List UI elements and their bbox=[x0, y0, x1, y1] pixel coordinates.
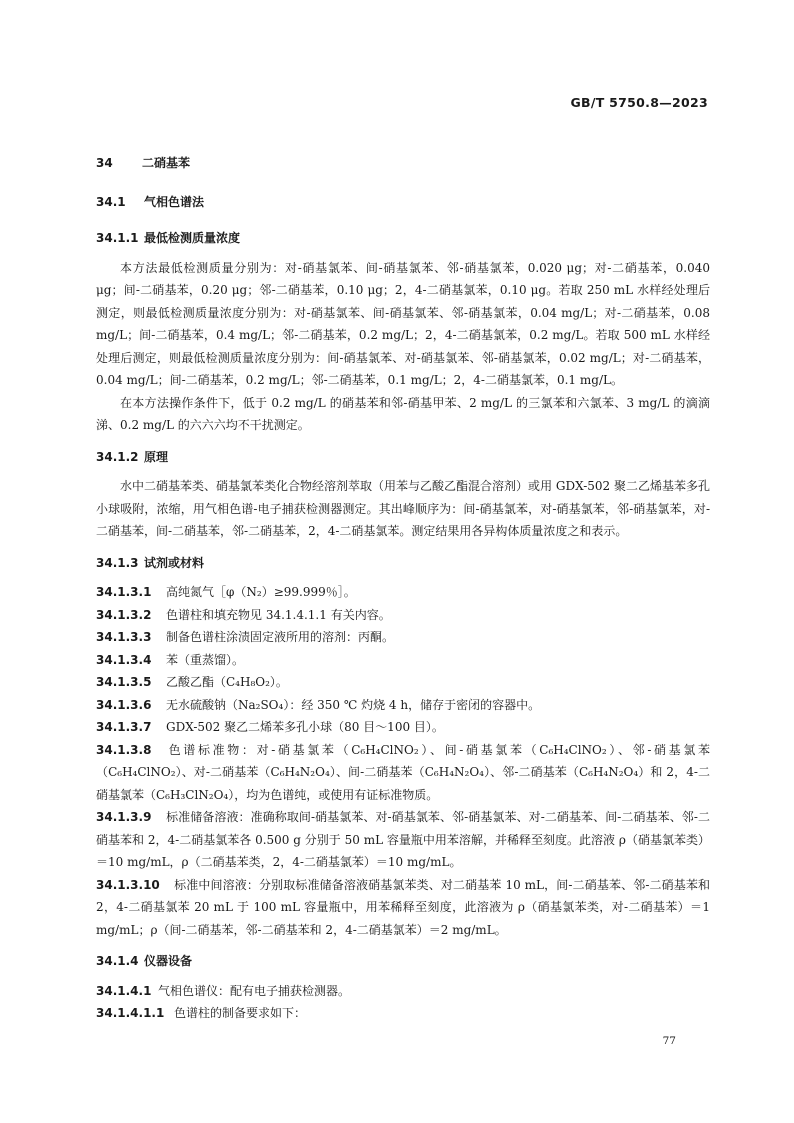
item-text: GDX-502 聚乙二烯苯多孔小球（80 目～100 目）。 bbox=[166, 720, 444, 734]
item-number: 34.1.3.4 bbox=[96, 652, 152, 667]
list-item bbox=[96, 1002, 710, 1025]
section-number: 34.1.3 bbox=[96, 555, 139, 570]
item-number: 34.1.3.3 bbox=[96, 630, 152, 644]
list-item bbox=[96, 739, 710, 807]
section-title: 试剂或材料 bbox=[144, 555, 205, 570]
paragraph: 水中二硝基苯类、硝基氯苯类化合物经溶剂萃取（用苯与乙酸乙酯混合溶剂）或用 GDX-502 聚二乙烯基苯多孔小球吸附，浓缩，用气相色谱-电子捕获检测器测定。其出峰顺序为：间-硝基氯苯，对-硝基氯苯，邻-硝基氯苯，对-二硝基苯，间-二硝基苯，邻-二硝基苯，2，4-二硝基氯苯。测定结果用各异构体质量浓度之和表示。 bbox=[96, 479, 710, 538]
item-text: 气相色谱仪：配有电子捕获检测器。 bbox=[158, 983, 351, 998]
item-text: 制备色谱柱涂渍固定液所用的溶剂：丙酮。 bbox=[166, 630, 395, 644]
section-number: 34.1.2 bbox=[96, 449, 139, 464]
item-text: 标准储备溶液：准确称取间-硝基氯苯、对-硝基氯苯、邻-硝基氯苯、对-二硝基苯、间-二硝基苯、邻-二硝基苯和 2，4-二硝基氯苯各 0.500 g 分别于 50 mL 容量瓶中用苯溶解，并稀释至刻度。此溶液 ρ（硝基氯苯类）＝10 mg/mL，ρ（二硝基苯类，2，4-二硝基氯苯）＝10 mg/mL。 bbox=[96, 810, 710, 869]
list-item bbox=[96, 649, 710, 672]
section-number: 34.1 bbox=[96, 194, 126, 209]
list-item bbox=[96, 874, 710, 942]
paragraph: 本方法最低检测质量分别为：对-硝基氯苯、间-硝基氯苯、邻-硝基氯苯，0.020 μg；对-二硝基苯，0.040 μg；间-二硝基苯，0.20 μg；邻-二硝基苯，0.10 μg；2，4-二硝基氯苯，0.10 μg。若取 250 mL 水样经处理后测定，则最低检测质量浓度分别为：对-硝基氯苯、间-硝基氯苯、邻-硝基氯苯，0.04 mg/L；对-二硝基苯，0.08 mg/L；间-二硝基苯，0.4 mg/L；邻-二硝基苯，0.2 mg/L；2，4-二硝基氯苯，0.2 mg/L。若取 500 mL 水样经处理后测定，则最低检测质量浓度分别为：间-硝基氯苯、对-硝基氯苯、邻-硝基氯苯，0.02 mg/L；对-二硝基苯，0.04 mg/L；间-二硝基苯，0.2 mg/L；邻-二硝基苯，0.1 mg/L；2，4-二硝基氯苯，0.1 mg/L。 bbox=[96, 260, 710, 387]
list-item bbox=[96, 671, 710, 694]
standard-number: GB/T 5750.8—2023 bbox=[570, 95, 708, 110]
section-title: 气相色谱法 bbox=[144, 194, 205, 209]
item-number: 34.1.3.5 bbox=[96, 675, 152, 689]
item-number: 34.1.3.9 bbox=[96, 810, 152, 824]
list-item bbox=[96, 694, 710, 717]
list-item bbox=[96, 626, 710, 649]
item-text: 标准中间溶液：分别取标准储备溶液硝基氯苯类、对二硝基苯 10 mL，间-二硝基苯、邻-二硝基苯和 2，4-二硝基氯苯 20 mL 于 100 mL 容量瓶中，用苯稀释至刻度，此溶液为 ρ（硝基氯苯类，对-二硝基苯）＝1 mg/mL；ρ（间-二硝基苯，邻-二硝基苯和 2，4-二硝基氯苯）＝2 mg/mL。 bbox=[96, 877, 710, 937]
item-number: 34.1.3.7 bbox=[96, 720, 152, 734]
item-text: 无水硫酸钠（Na₂SO₄）：经 350 ℃ 灼烧 4 h，储存于密闭的容器中。 bbox=[166, 697, 541, 712]
item-text: 色谱柱和填充物见 34.1.4.1.1 有关内容。 bbox=[166, 607, 391, 622]
item-text: 色谱标准物：对-硝基氯苯（C₆H₄ClNO₂）、间-硝基氯苯（C₆H₄ClNO₂）、邻-硝基氯苯（C₆H₄ClNO₂）、对-二硝基苯（C₆H₄N₂O₄）、间-二硝基苯（C₆H₄N₂O₄）、邻-二硝基苯（C₆H₄N₂O₄）和 2，4-二硝基氯苯（C₆H₃ClN₂O₄），均为色谱纯，或使用有证标准物质。 bbox=[96, 742, 710, 802]
section-number: 34.1.4 bbox=[96, 954, 139, 968]
section-34-1-heading bbox=[96, 191, 710, 214]
item-number: 34.1.3.8 bbox=[96, 742, 152, 757]
list-item bbox=[96, 581, 710, 604]
item-number: 34.1.4.1.1 bbox=[96, 1006, 165, 1020]
section-title: 仪器设备 bbox=[144, 954, 193, 968]
list-item bbox=[96, 980, 710, 1003]
section-number: 34 bbox=[96, 156, 113, 170]
item-number: 34.1.3.6 bbox=[96, 697, 152, 712]
item-text: 高纯氮气［φ（N₂）≥99.999％］。 bbox=[166, 585, 356, 599]
item-text: 色谱柱的制备要求如下： bbox=[174, 1006, 307, 1020]
section-34-1-3-heading bbox=[96, 552, 710, 575]
section-title: 最低检测质量浓度 bbox=[144, 231, 241, 245]
item-text: 苯（重蒸馏）。 bbox=[166, 652, 245, 667]
item-number: 34.1.3.10 bbox=[96, 877, 160, 892]
section-34-1-4-heading bbox=[96, 950, 710, 973]
section-title: 二硝基苯 bbox=[142, 156, 191, 170]
section-34-heading bbox=[96, 152, 710, 175]
paragraph: 在本方法操作条件下，低于 0.2 mg/L 的硝基苯和邻-硝基甲苯、2 mg/L 的三氯苯和六氯苯、3 mg/L 的滴滴涕、0.2 mg/L 的六六六均不干扰测定。 bbox=[96, 395, 710, 432]
item-number: 34.1.3.1 bbox=[96, 585, 152, 599]
list-item bbox=[96, 716, 710, 739]
document-body bbox=[96, 152, 710, 1025]
item-number: 34.1.3.2 bbox=[96, 607, 152, 622]
section-34-1-2-heading bbox=[96, 446, 710, 469]
list-item bbox=[96, 806, 710, 874]
section-34-1-1-heading bbox=[96, 227, 710, 250]
item-text: 乙酸乙酯（C₄H₈O₂）。 bbox=[166, 675, 288, 689]
page-number: 77 bbox=[662, 1035, 676, 1047]
item-number: 34.1.4.1 bbox=[96, 983, 152, 998]
section-number: 34.1.1 bbox=[96, 231, 139, 245]
section-title: 原理 bbox=[144, 449, 169, 464]
list-item bbox=[96, 604, 710, 627]
